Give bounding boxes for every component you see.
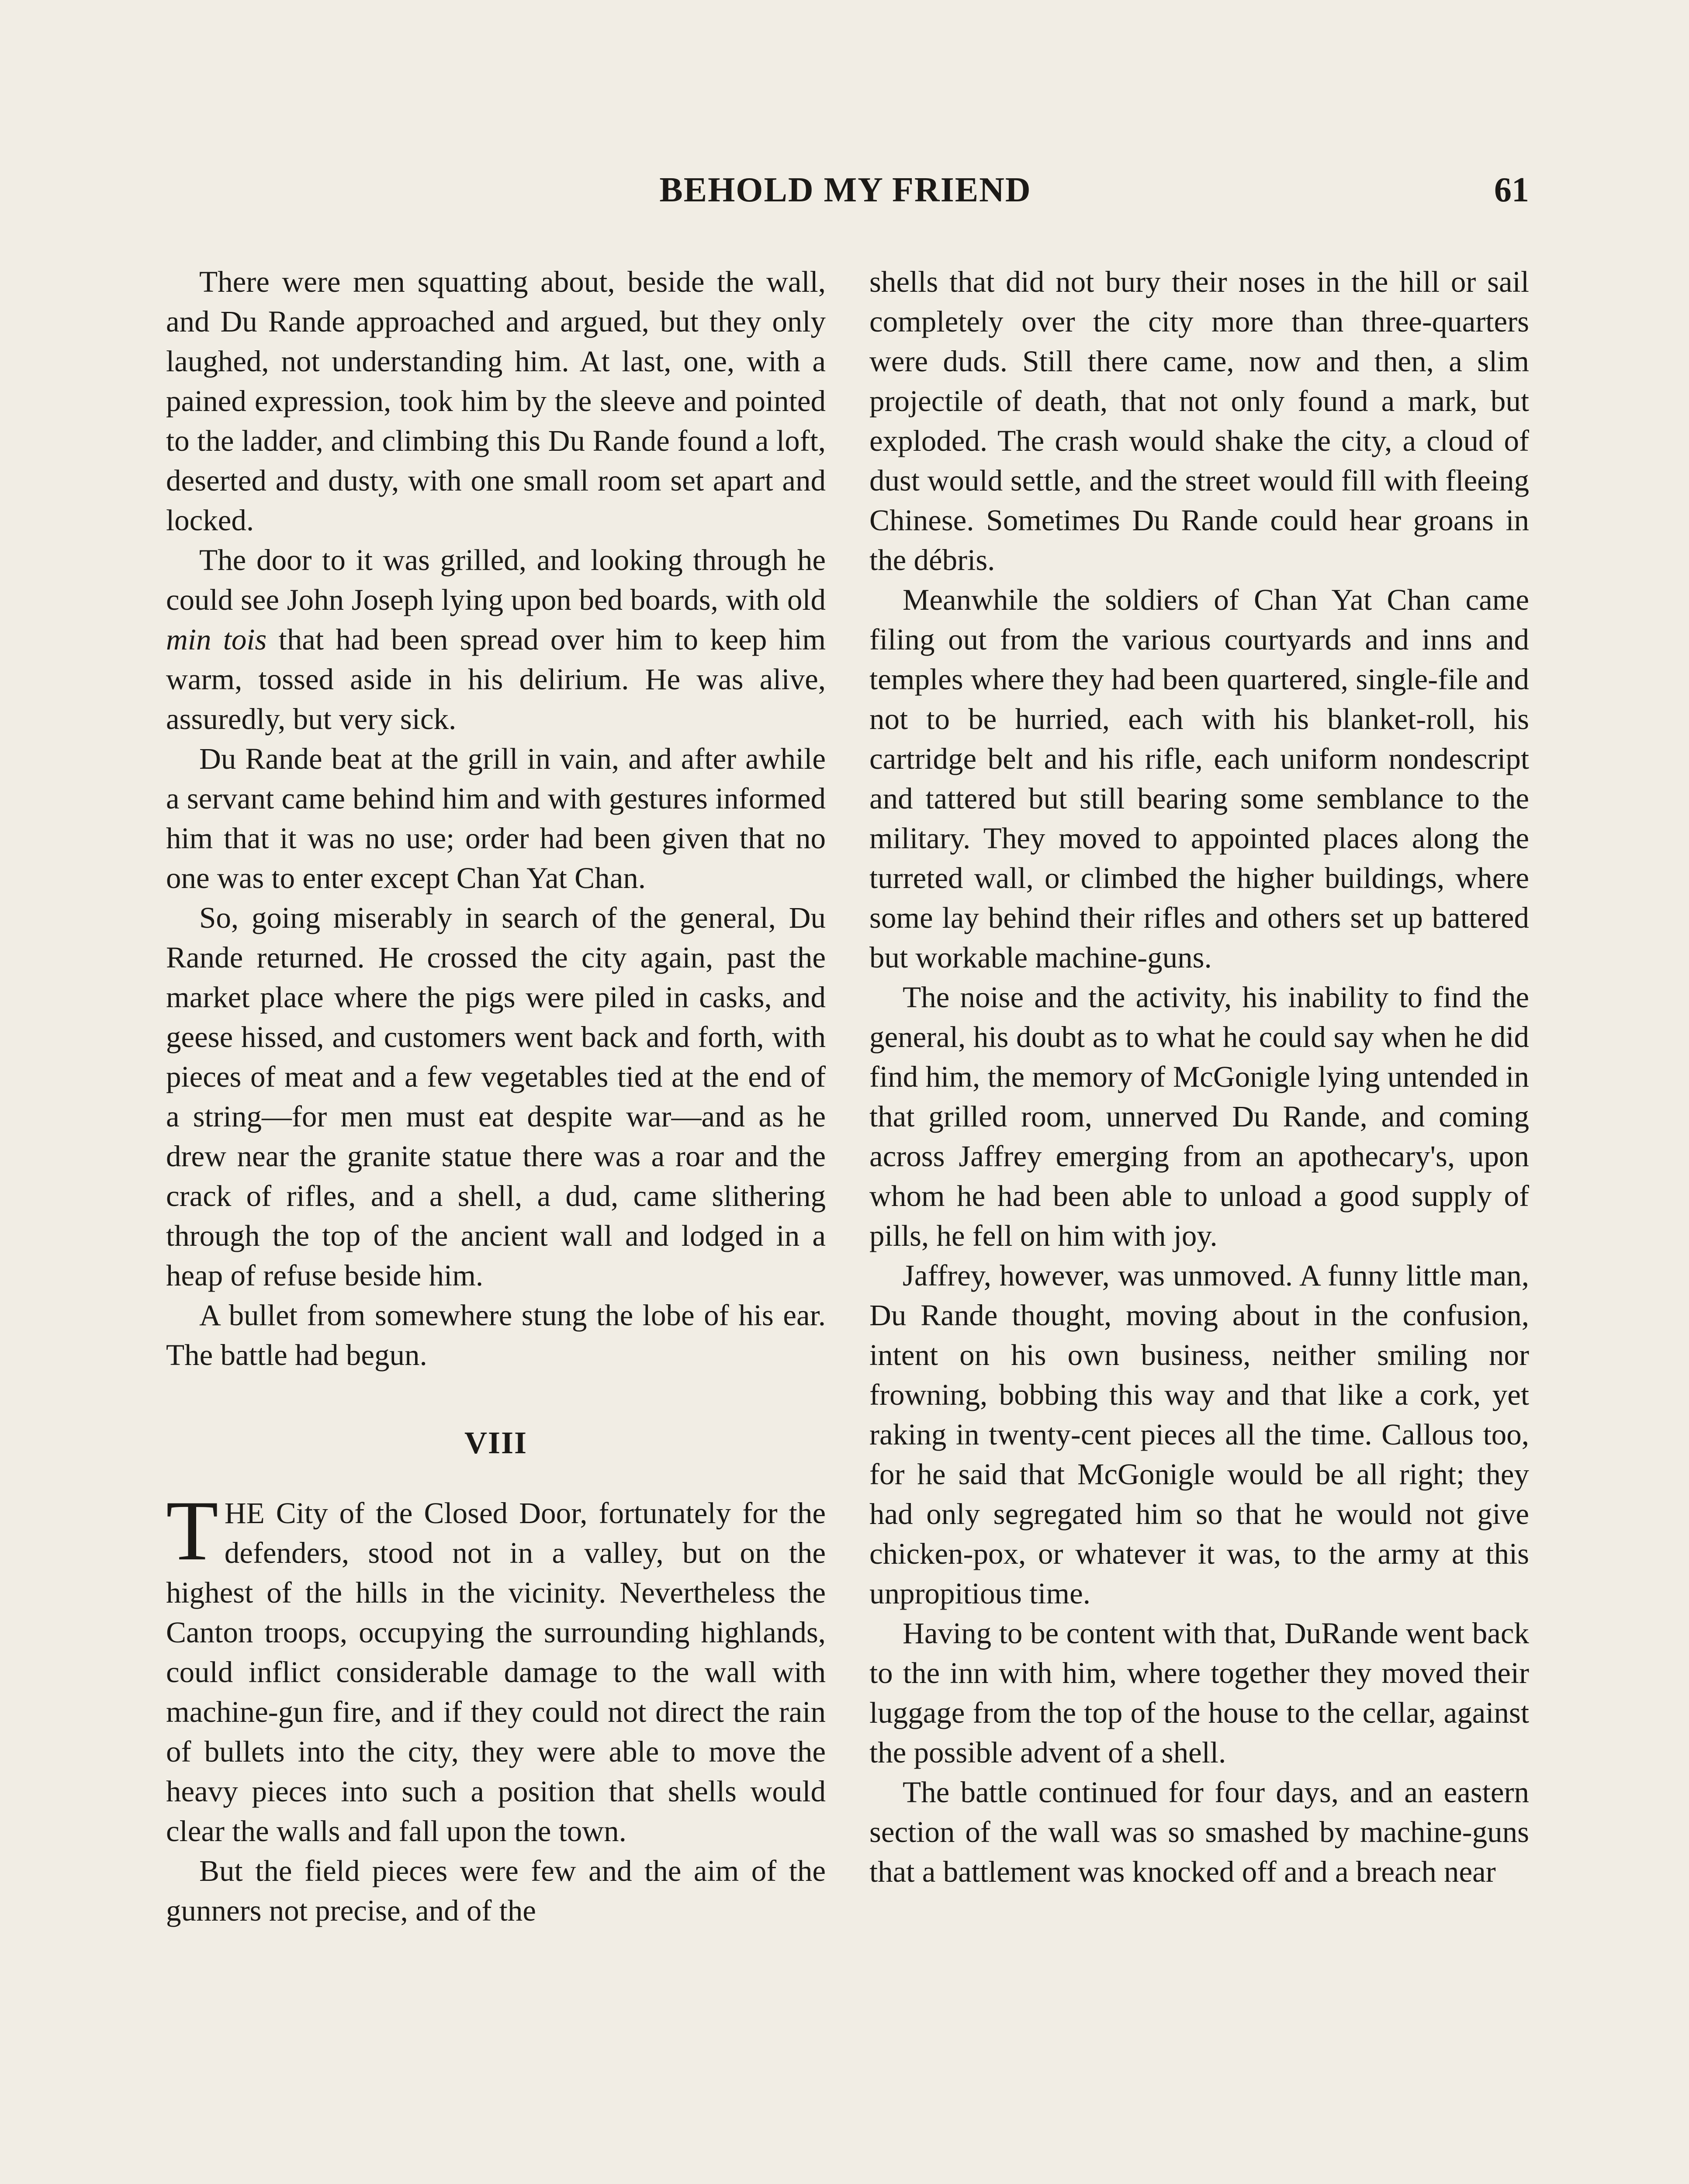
paragraph: [166, 540, 826, 739]
paragraph: Meanwhile the soldiers of Chan Yat Chan came filing out from the various courtyards and inns and temples where they had been quartered, single-file and not to be hurried, each with his blanket-roll, his cartridge belt and his rifle, each uniform nondescript and tattered but still bearing some semblance to the military. They moved to appointed places along the turreted wall, or climbed the higher buildings, where some lay behind their rifles and others set up battered but workable machine-guns.: [869, 583, 1529, 974]
paragraph: But the field pieces were few and the aim of the gunners not precise, and of the: [166, 1854, 826, 1927]
paragraph: shells that did not bury their noses in the hill or sail completely over the city more than three-quarters were duds. Still there came, now and then, a slim projectile of death, that not only found a mark, but exploded. The crash would shake the city, a cloud of dust would settle, and the street would fill with fleeing Chinese. Sometimes Du Rande could hear groans in the débris.: [869, 265, 1529, 577]
paragraph-text: HE City of the Closed Door, fortunately for the defenders, stood not in a valley, but on the highest of the hills in the vicinity. Nevertheless the Canton troops, occupying the surrounding highlands, could inflict considerable damage to the wall with machine-gun fire, and if they could not direct the rain of bullets into the city, they were able to move the heavy pieces into such a position that shells would clear the walls and fall upon the town.: [166, 1496, 826, 1848]
paragraph: Having to be content with that, DuRande went back to the inn with him, where together they moved their luggage from the top of the house to the cellar, against the possible advent of a shell.: [869, 1617, 1529, 1769]
running-title: BEHOLD MY FRIEND: [659, 171, 1031, 209]
paragraph: So, going miserably in search of the general, Du Rande returned. He crossed the city again, past the market place where the pigs were piled in casks, and geese hissed, and customers went back and forth, with pieces of meat and a few vegetables tied at the end of a string—for men must eat despite war—and as he drew near the granite statue there was a roar and the crack of rifles, and a shell, a dud, came slithering through the top of the ancient wall and lodged in a heap of refuse beside him.: [166, 901, 826, 1292]
paragraph: There were men squatting about, beside the wall, and Du Rande approached and argued, but they only laughed, not understanding him. At last, one, with a pained expression, took him by the sleeve and pointed to the ladder, and climbing this Du Rande found a loft, deserted and dusty, with one small room set apart and locked.: [166, 265, 826, 537]
page-header: [162, 170, 1529, 227]
paragraph: Jaffrey, however, was unmoved. A funny little man, Du Rande thought, moving about in the confusion, intent on his own business, neither smiling nor frowning, bobbing this way and that like a cork, yet raking in twenty-cent pieces all the time. Callous too, for he said that McGonigle would be all right; they had only segregated him so that he would not give chicken-pox, or whatever it was, to the army at this unpropitious time.: [869, 1259, 1529, 1610]
paragraph-text: The door to it was grilled, and looking through he could see John Joseph lying upon bed boards, with old: [166, 543, 826, 616]
paragraph: Du Rande beat at the grill in vain, and after awhile a servant came behind him and with gestures informed him that it was no use; order had been given that no one was to enter except Chan Yat Chan.: [166, 742, 826, 895]
paragraph: The noise and the activity, his inability to find the general, his doubt as to what he could say when he did find him, the memory of McGonigle lying untended in that grilled room, unnerved Du Rande, and coming across Jaffrey emerging from an apothecary's, upon whom he had been able to unload a good supply of pills, he fell on him with joy.: [869, 981, 1529, 1252]
paragraph: A bullet from somewhere stung the lobe of his ear. The battle had begun.: [166, 1299, 826, 1372]
paragraph-text: that had been spread over him to keep him warm, tossed aside in his delirium. He was alive, assuredly, but very sick.: [166, 623, 826, 736]
page-number: 61: [1494, 171, 1529, 209]
right-column: [869, 262, 1529, 1892]
left-column: [166, 262, 826, 1931]
italic-phrase: min tois: [166, 623, 267, 656]
paragraph: [166, 1483, 826, 1851]
paragraph: The battle continued for four days, and an eastern section of the wall was so smashed by machine-guns that a battlement was knocked off and a breach near: [869, 1776, 1529, 1888]
drop-cap: T: [166, 1483, 218, 1578]
chapter-heading: VIII: [464, 1425, 528, 1460]
